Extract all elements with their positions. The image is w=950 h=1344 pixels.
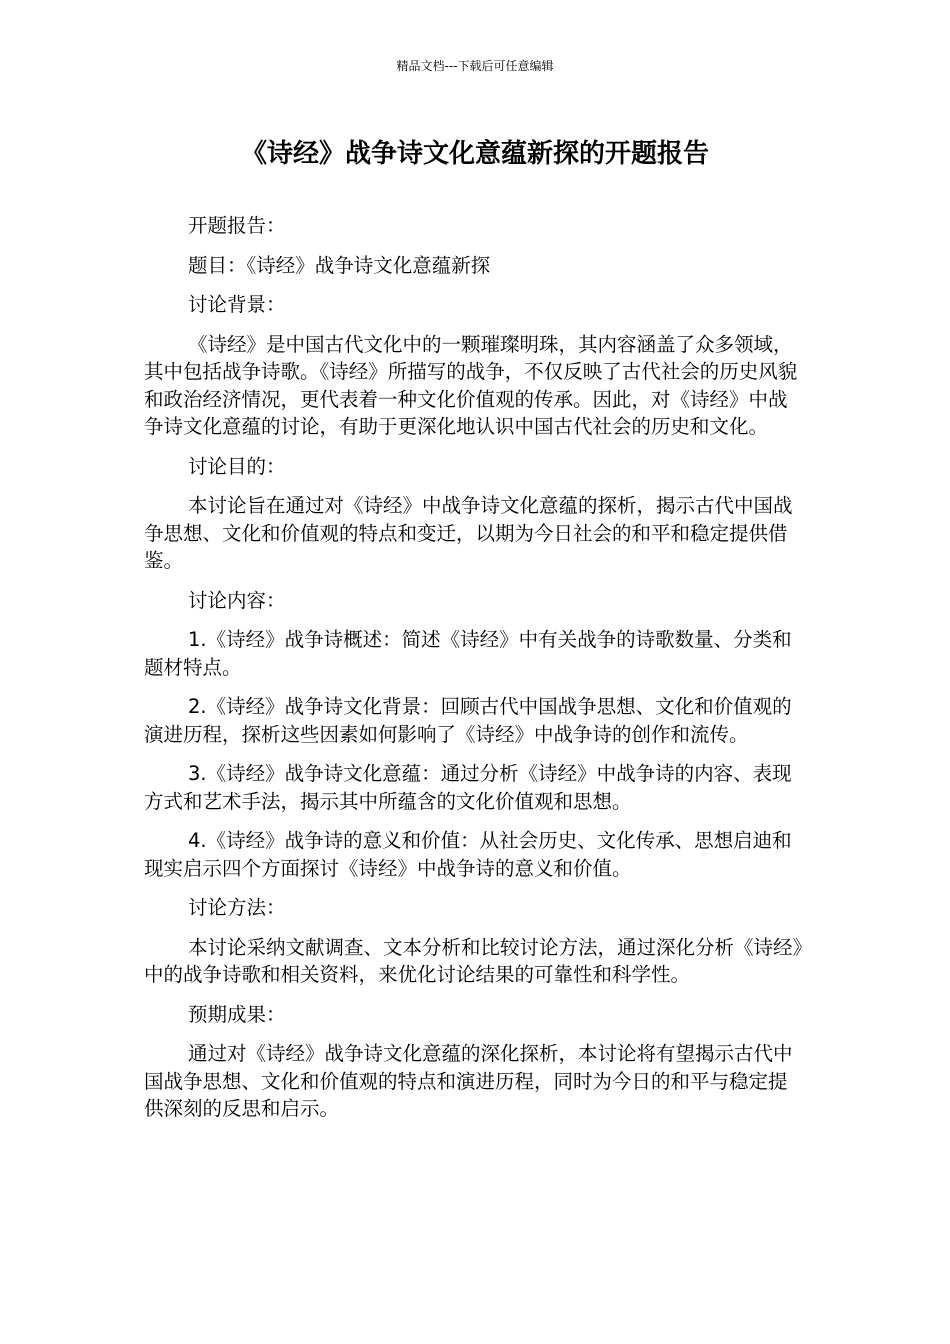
heading-expected-results: 预期成果： xyxy=(188,1002,286,1026)
header-note: 精品文档---下载后可任意编辑 xyxy=(396,59,554,73)
heading-report: 开题报告： xyxy=(188,214,286,237)
heading-content: 讨论内容： xyxy=(188,588,286,612)
document-title: 《诗经》战争诗文化意蕴新探的开题报告 xyxy=(240,139,709,169)
paragraph-background: 《诗经》是中国古代文化中的一颗璀璨明珠，其内容涵盖了众多领域，其中包括战争诗歌。《诗经》所描写的战争，不仅反映了古代社会的历史风貌和政治经济情况，更代表着一种文化价值观的传承。因此，对《诗经》中战争诗文化意蕴的讨论，有助于更深化地认识中国古代社会的历史和文化。 xyxy=(144,332,798,438)
paragraph-expected-results: 通过对《诗经》战争诗文化意蕴的深化探析，本讨论将有望揭示古代中国战争思想、文化和价值观的特点和演进历程，同时为今日的和平与稳定提供深刻的反思和启示。 xyxy=(144,1042,793,1120)
heading-purpose: 讨论目的： xyxy=(188,454,286,478)
heading-method: 讨论方法： xyxy=(188,896,286,919)
content-item-4: 4.《诗经》战争诗的意义和价值：从社会历史、文化传承、思想启迪和现实启示四个方面探讨《诗经》中战争诗的意义和价值。 xyxy=(144,829,792,880)
paragraph-purpose: 本讨论旨在通过对《诗经》中战争诗文化意蕴的探析，揭示古代中国战争思想、文化和价值观的特点和变迁，以期为今日社会的和平和稳定提供借鉴。 xyxy=(144,494,793,572)
content-item-3: 3.《诗经》战争诗文化意蕴：通过分析《诗经》中战争诗的内容、表现方式和艺术手法，揭示其中所蕴含的文化价值观和思想。 xyxy=(144,762,792,813)
paragraph-method: 本讨论采纳文献调查、文本分析和比较讨论方法，通过深化分析《诗经》中的战争诗歌和相关资料，来优化讨论结果的可靠性和科学性。 xyxy=(144,935,803,986)
content-item-1: 1.《诗经》战争诗概述：简述《诗经》中有关战争的诗歌数量、分类和题材特点。 xyxy=(144,628,792,679)
heading-background: 讨论背景： xyxy=(188,293,286,316)
content-item-2: 2.《诗经》战争诗文化背景：回顾古代中国战争思想、文化和价值观的演进历程，探析这些因素如何影响了《诗经》中战争诗的创作和流传。 xyxy=(144,695,792,746)
topic-line: 题目：《诗经》战争诗文化意蕴新探 xyxy=(188,253,491,277)
document-body xyxy=(144,212,806,1135)
